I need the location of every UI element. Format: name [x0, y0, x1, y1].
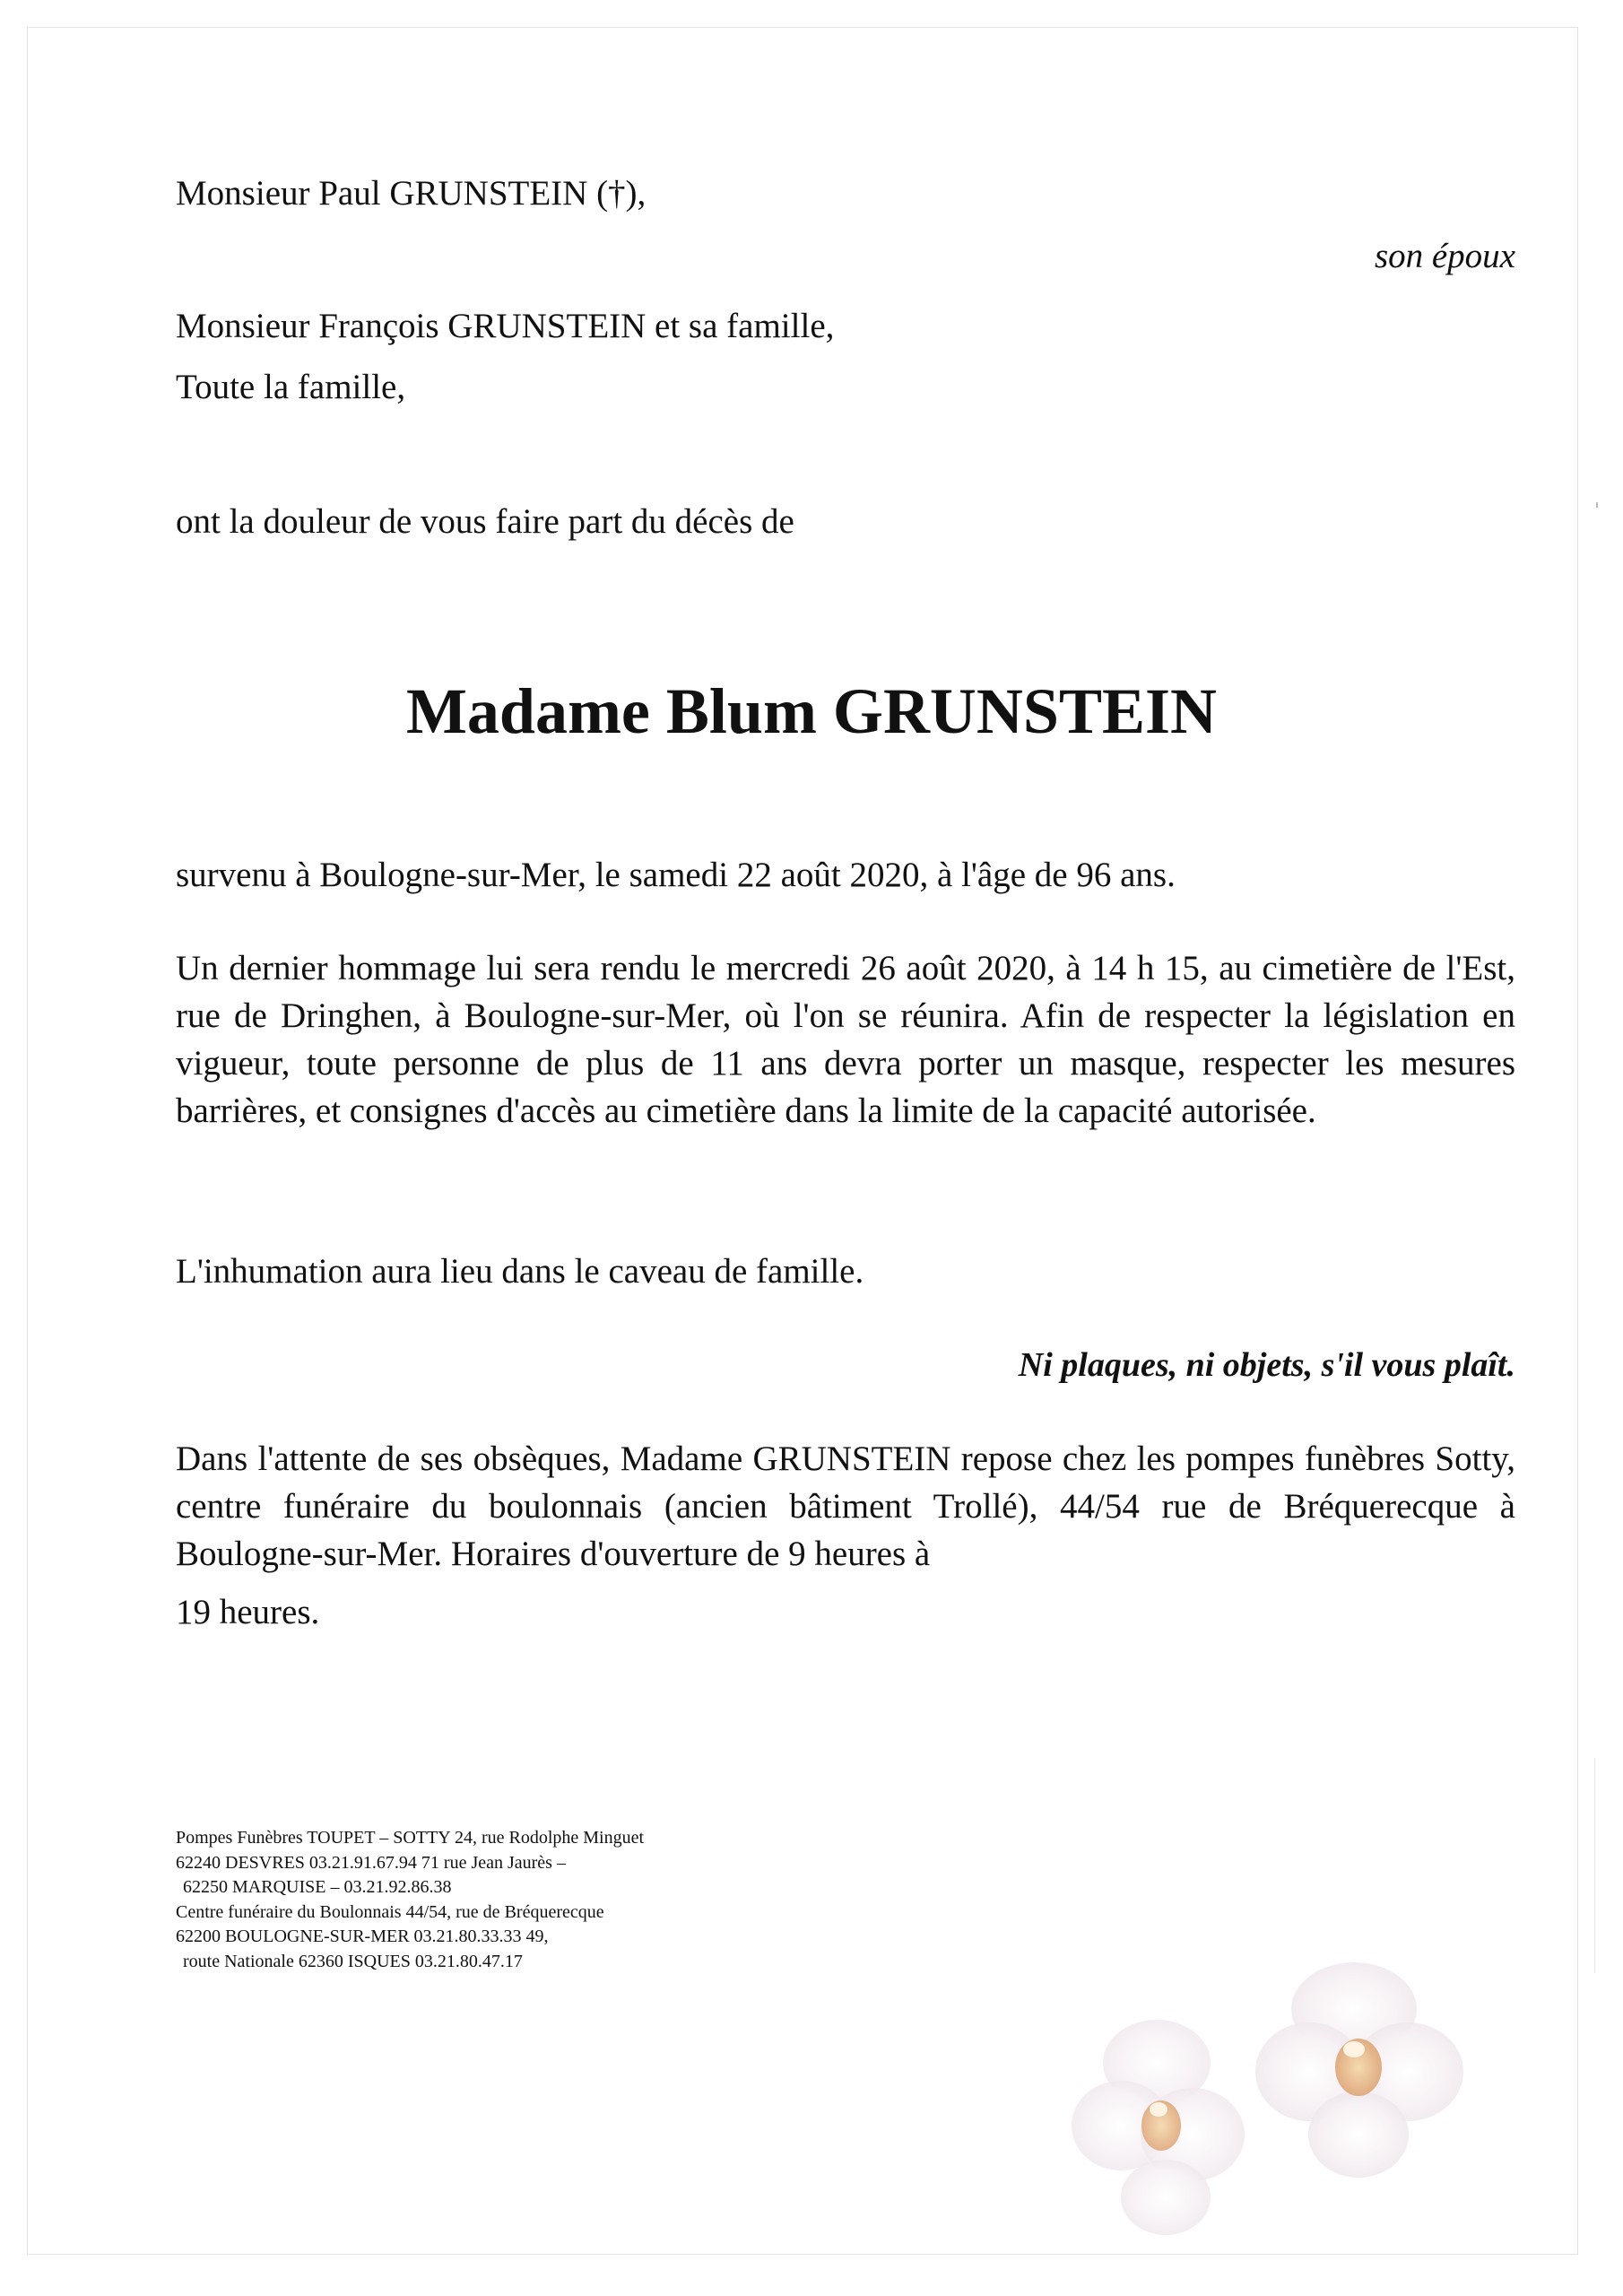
orchid-flowers-icon — [1058, 1955, 1471, 2251]
intro-line: ont la douleur de vous faire part du décès de — [176, 502, 794, 541]
footer-line: Pompes Funèbres TOUPET – SOTTY 24, rue Rodolphe Minguet — [176, 1828, 645, 1848]
footer-line: 62240 DESVRES 03.21.91.67.94 71 rue Jean Jaurès – — [176, 1852, 566, 1873]
footer-line: Centre funéraire du Boulonnais 44/54, rue de Bréquerecque — [176, 1901, 604, 1922]
orchid-left — [1072, 2020, 1245, 2235]
funeral-home-footer — [176, 1826, 644, 1974]
burial-line: L'inhumation aura lieu dans le caveau de famille. — [176, 1252, 864, 1291]
footer-line: 62250 MARQUISE – 03.21.92.86.38 — [183, 1877, 452, 1897]
death-details: survenu à Boulogne-sur-Mer, le samedi 22 août 2020, à l'âge de 96 ans. — [176, 856, 1176, 894]
husband-relation: son époux — [1374, 237, 1515, 275]
deceased-name: Madame Blum GRUNSTEIN — [405, 675, 1218, 747]
son-line: Monsieur François GRUNSTEIN et sa famille, — [176, 307, 835, 345]
edge-scan-line — [1594, 1758, 1595, 1973]
orchid-right — [1255, 1962, 1463, 2178]
repose-text: Dans l'attente de ses obsèques, Madame GRUNSTEIN repose chez les pompes funèbres Sotty, centre funéraire du boulonnais (ancien bâtiment Trollé), 44/54 rue de Bréquerecque à Boulogne-sur-Mer. Horaires d'ouverture de 9 heures à — [176, 1439, 1515, 1573]
all-family-line: Toute la famille, — [176, 368, 406, 406]
footer-line: 62200 BOULOGNE-SUR-MER 03.21.80.33.33 49, — [176, 1926, 549, 1946]
ceremony-paragraph: Un dernier hommage lui sera rendu le mercredi 26 août 2020, à 14 h 15, au cimetière de l'Est, rue de Dringhen, à Boulogne-sur-Mer, où l'on se réunira. Afin de respecter la législation en vigueur, toute personne de plus de 11 ans devra porter un masque, respecter les mesures barrières, et consignes d'accès au cimetière dans la limite de la capacité autorisée. — [176, 949, 1515, 1130]
footer-line: route Nationale 62360 ISQUES 03.21.80.47.17 — [183, 1951, 523, 1971]
edge-scan-mark — [1596, 502, 1598, 508]
no-flowers-note: Ni plaques, ni objets, s'il vous plaît. — [1018, 1346, 1515, 1384]
repose-hours-end: 19 heures. — [176, 1593, 320, 1631]
husband-line: Monsieur Paul GRUNSTEIN (†), — [176, 174, 647, 213]
repose-paragraph — [176, 1435, 1515, 1578]
